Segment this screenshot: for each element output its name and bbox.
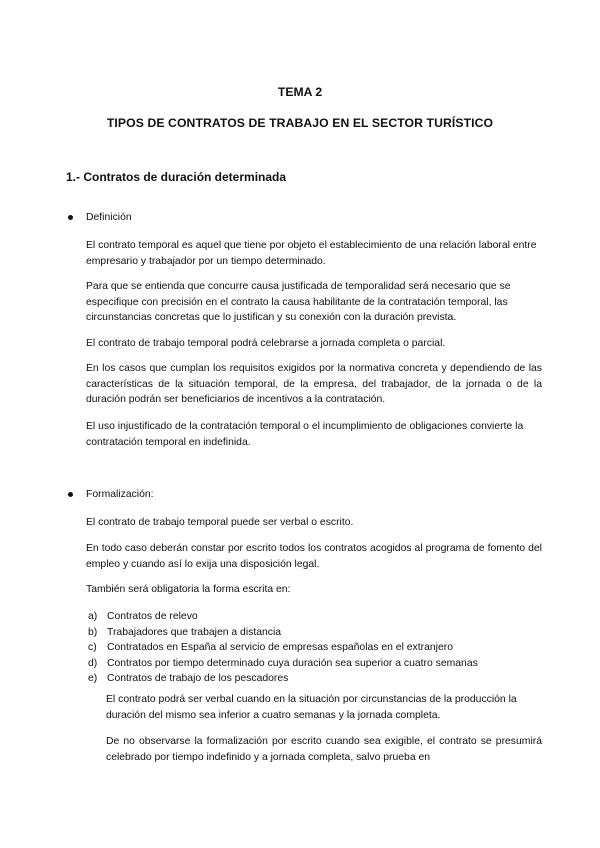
list-marker: e) — [88, 673, 98, 684]
paragraph: El contrato de trabajo temporal puede ser verbal o escrito. — [86, 517, 354, 528]
list-marker: a) — [88, 611, 98, 622]
list-item-text: Trabajadores que trabajen a distancia — [107, 626, 282, 638]
list-item — [88, 656, 478, 672]
bullet-dot-icon — [68, 215, 73, 220]
list-item — [88, 671, 478, 687]
list-marker: d) — [88, 657, 98, 669]
list-item-text: Contratos de relevo — [107, 611, 198, 622]
bullet-formalizacion — [66, 489, 154, 500]
topic-heading: TEMA 2 — [277, 85, 323, 99]
list-item-text: Contratados en España al servicio de empresas españolas en el extranjero — [107, 642, 453, 653]
indented-paragraph: El contrato podrá ser verbal cuando en la situación por circunstancias de la producción la duración del mismo sea inferior a cuatro semanas y la jornada completa. — [106, 694, 517, 721]
paragraph: El contrato temporal es aquel que tiene por objeto el establecimiento de una relación laboral entre empresario y trabajador por un tiempo determinado. — [86, 240, 537, 267]
paragraph: Para que se entienda que concurre causa justificada de temporalidad será necesario que se especifique con precisión en el contrato la causa habilitante de la contratación temporal, las circunstancias concretas que lo justifican y su conexión con la duración prevista. — [86, 281, 511, 323]
list-item-text: Contratos de trabajo de los pescadores — [107, 673, 289, 684]
list-item — [88, 609, 478, 625]
requirements-list — [88, 609, 478, 687]
section-heading: 1.- Contratos de duración determinada — [66, 170, 287, 184]
list-item — [88, 625, 478, 641]
bullet-definicion — [66, 212, 132, 223]
paragraph: El contrato de trabajo temporal podrá celebrarse a jornada completa o parcial. — [86, 338, 446, 349]
list-item-text: Contratos por tiempo determinado cuya duración sea superior a cuatro semanas — [107, 657, 478, 669]
list-marker: c) — [88, 642, 97, 653]
page-title: TIPOS DE CONTRATOS DE TRABAJO EN EL SECTOR TURÍSTICO — [106, 116, 494, 130]
paragraph: También será obligatoria la forma escrita en: — [86, 584, 291, 595]
bullet-dot-icon — [68, 492, 73, 497]
paragraph: En los casos que cumplan los requisitos exigidos por la normativa concreta y dependiendo de las características de la situación temporal, de la empresa, del trabajador, de la jornada o de la duración podrán ser beneficiarios de incentivos a la contratación. — [86, 363, 542, 405]
paragraph: En todo caso deberán constar por escrito todos los contratos acogidos al programa de fomento del empleo y cuando así lo exija una disposición legal. — [86, 543, 542, 570]
paragraph: El uso injustificado de la contratación temporal o el incumplimiento de obligaciones convierte la contratación temporal en indefinida. — [86, 421, 524, 448]
bullet-label: Formalización: — [86, 489, 154, 500]
indented-paragraph: De no observarse la formalización por escrito cuando sea exigible, el contrato se presumirá celebrado por tiempo indefinido y a jornada completa, salvo prueba en — [106, 736, 542, 763]
bullet-label: Definición — [86, 212, 132, 223]
list-marker: b) — [88, 626, 98, 638]
list-item — [88, 640, 478, 656]
